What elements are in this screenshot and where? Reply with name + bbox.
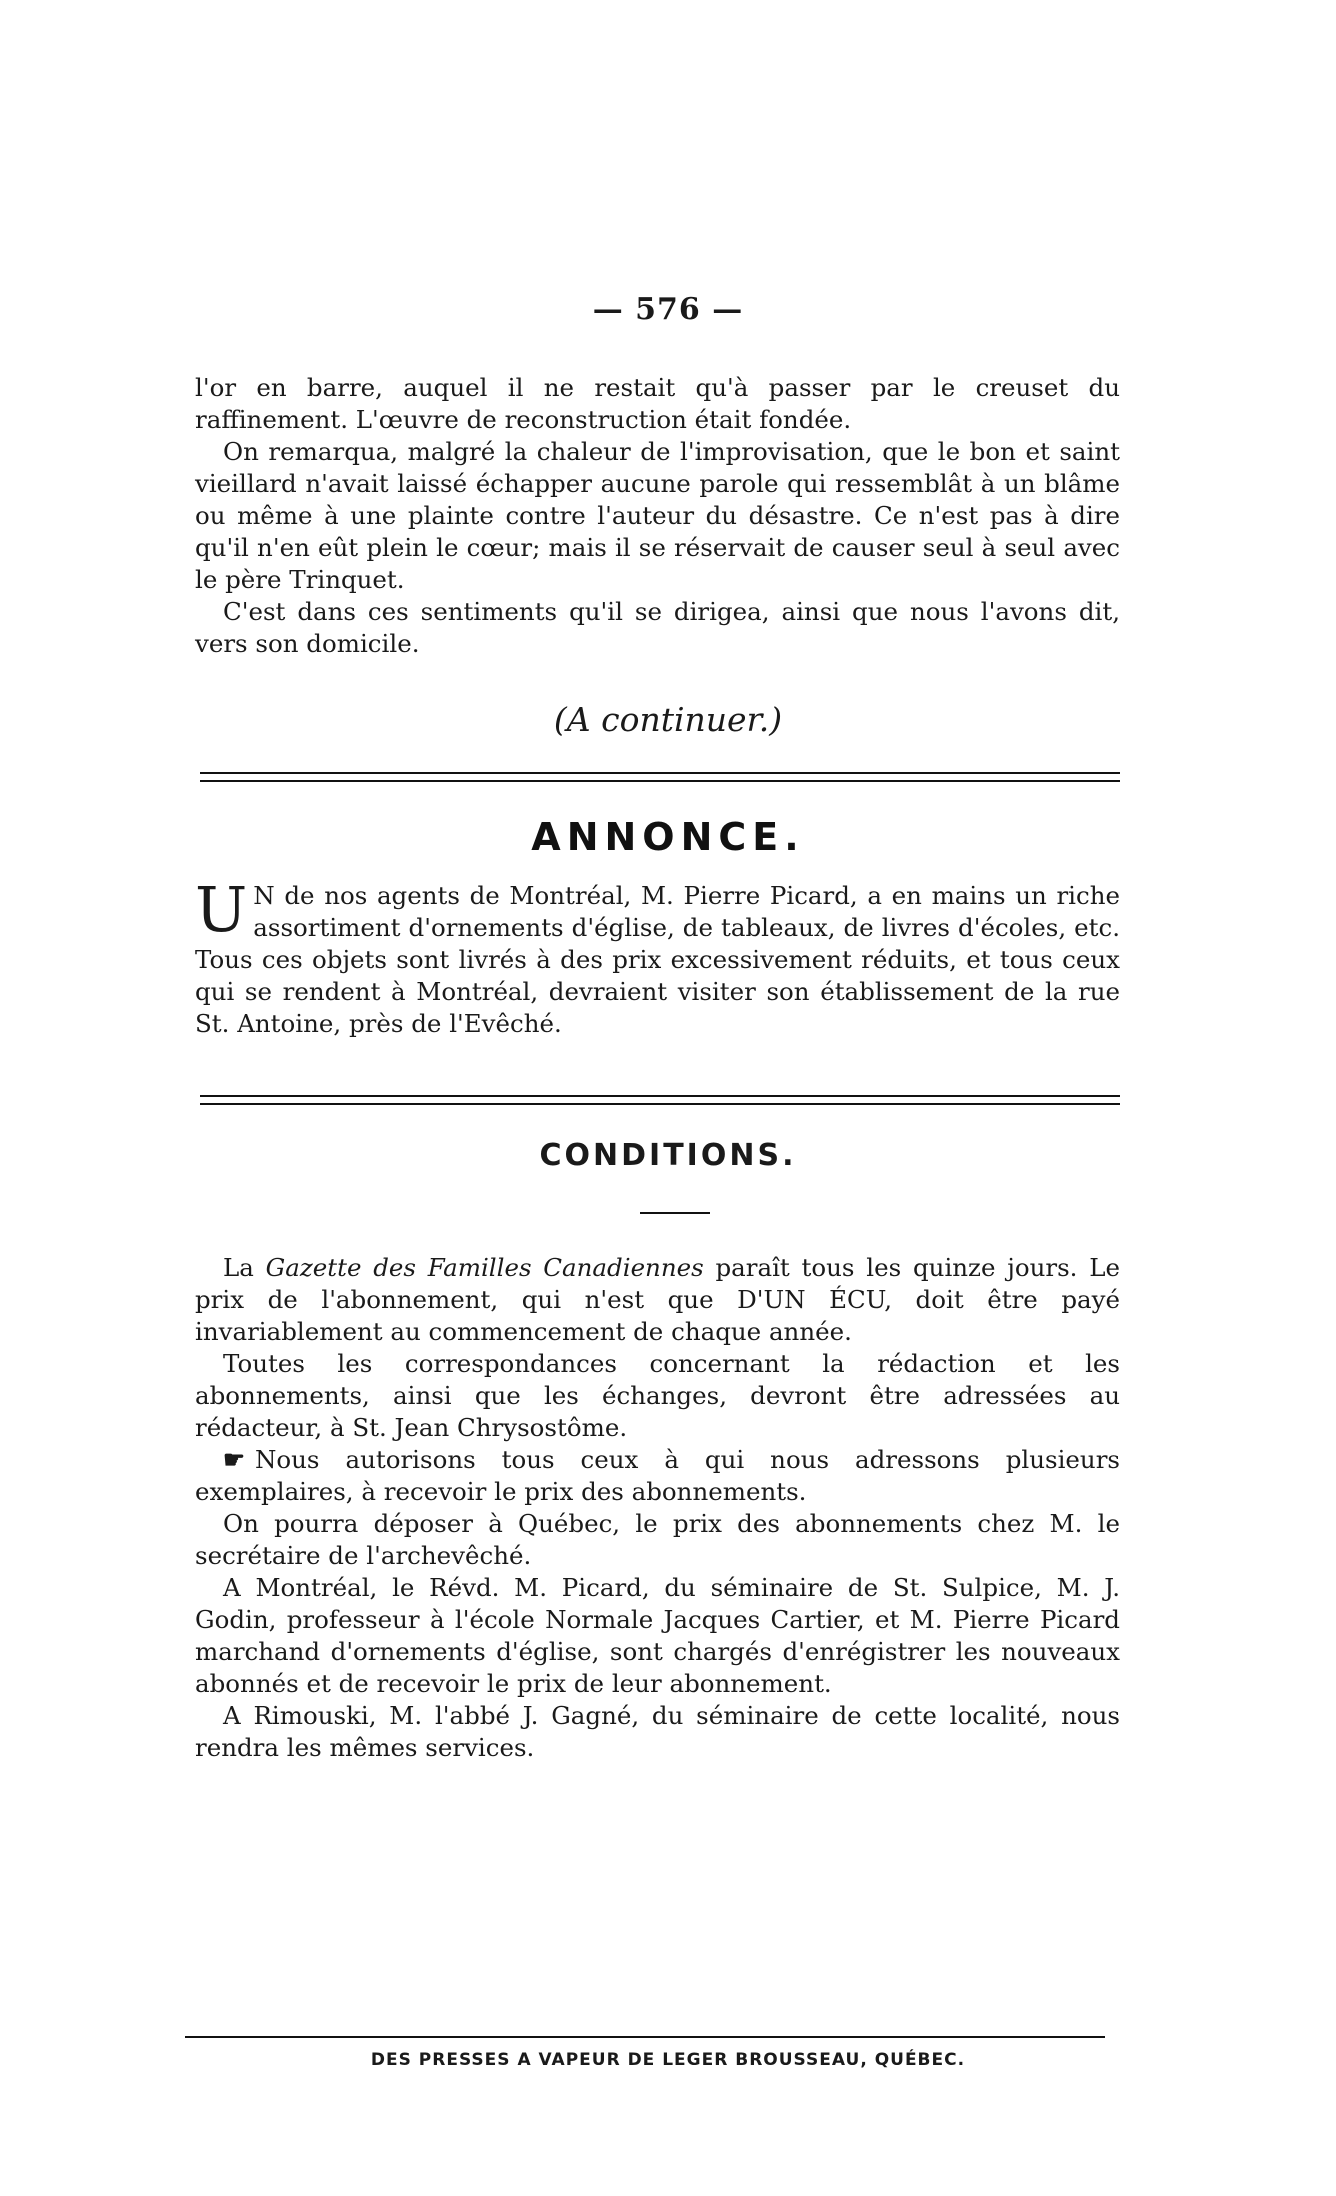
annonce-paragraph: U N de nos agents de Montréal, M. Pierre Picard, a en mains un riche assortiment d'ornements d'église, de tableaux, de livres d'écoles, etc. Tous ces objets sont livrés à des prix excessivement réduits, et tous ceux qui se rendent à Montréal, devraient visiter son établissement de la rue St. Antoine, près de l'Evêché. xyxy=(195,873,1120,1038)
story-paragraph: l'or en barre, auquel il ne restait qu'à passer par le creuset du raffinement. L'œuvre de reconstruction était fondée. xyxy=(195,373,1120,434)
conditions-paragraph: A Montréal, le Révd. M. Picard, du séminaire de St. Sulpice, M. J. Godin, professeur à l'école Normale Jacques Cartier, et M. Pierre Picard marchand d'ornements d'église, sont chargés d'enrégistrer les nouveaux abonnés et de recevoir le prix de leur abonnement. xyxy=(195,1573,1120,1698)
pointing-hand-icon: ☛ xyxy=(223,1445,245,1474)
annonce-heading: ANNONCE. xyxy=(531,815,805,859)
annonce-body xyxy=(195,873,1120,1040)
section-divider xyxy=(200,1095,1120,1105)
conditions-paragraph: On pourra déposer à Québec, le prix des abonnements chez M. le secrétaire de l'archevêché. xyxy=(195,1509,1120,1570)
page-number: — 576 — xyxy=(592,292,744,327)
conditions-heading: CONDITIONS. xyxy=(539,1138,797,1173)
conditions-paragraph: ☛ Nous autorisons tous ceux à qui nous adressons plusieurs exemplaires, à recevoir le prix des abonnements. xyxy=(195,1445,1120,1506)
story-text xyxy=(195,372,1120,660)
printer-imprint: DES PRESSES A VAPEUR DE LEGER BROUSSEAU, QUÉBEC. xyxy=(370,2050,966,2070)
conditions-paragraph: La Gazette des Familles Canadiennes paraît tous les quinze jours. Le prix de l'abonnement, qui n'est que D'UN ÉCU, doit être payé invariablement au commencement de chaque année. xyxy=(195,1253,1120,1346)
drop-cap: U xyxy=(195,873,248,946)
footer-rule xyxy=(185,2036,1105,2038)
conditions-body xyxy=(195,1252,1120,1764)
section-divider xyxy=(200,772,1120,782)
story-paragraph: On remarqua, malgré la chaleur de l'improvisation, que le bon et saint vieillard n'avait laissé échapper aucune parole qui ressemblât à un blâme ou même à une plainte contre l'auteur du désastre. Ce n'est pas à dire qu'il n'en eût plein le cœur; mais il se réservait de causer seul à seul avec le père Trinquet. xyxy=(195,437,1120,594)
conditions-paragraph: Toutes les correspondances concernant la rédaction et les abonnements, ainsi que les échanges, devront être adressées au rédacteur, à St. Jean Chrysostôme. xyxy=(195,1349,1120,1442)
story-paragraph: C'est dans ces sentiments qu'il se dirigea, ainsi que nous l'avons dit, vers son domicile. xyxy=(195,597,1120,658)
short-rule xyxy=(640,1212,710,1214)
conditions-paragraph: A Rimouski, M. l'abbé J. Gagné, du séminaire de cette localité, nous rendra les mêmes services. xyxy=(195,1701,1120,1762)
continue-notice: (A continuer.) xyxy=(553,700,783,739)
